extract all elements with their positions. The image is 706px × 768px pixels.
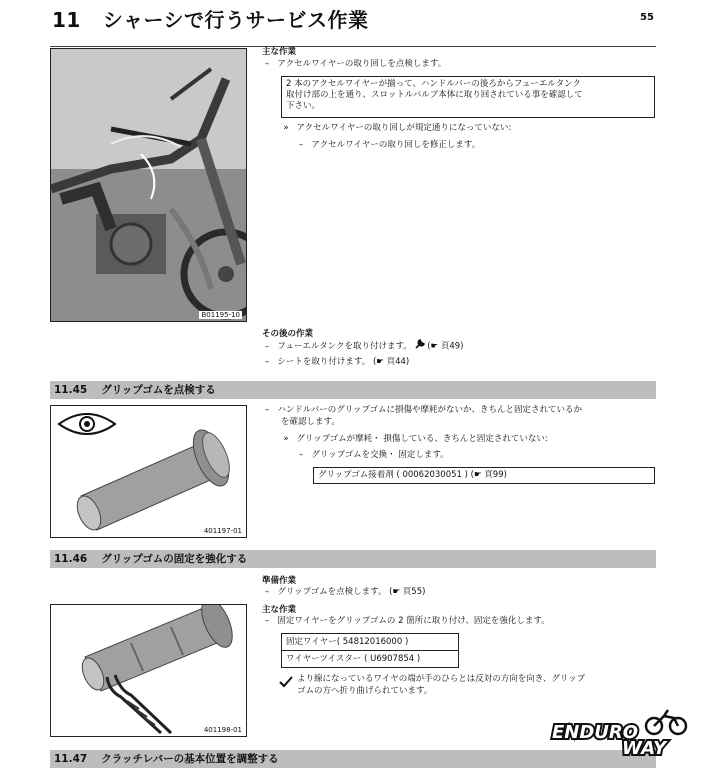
dash-icon: – — [264, 357, 270, 367]
main-work-label: 主な作業 — [262, 605, 297, 615]
tool-row: ワイヤーツイスター ( U6907854 ) — [286, 654, 421, 664]
prep-step-text[interactable]: グリップゴムを点検します。 (☛ 頁55) — [277, 587, 426, 597]
page-reference-link[interactable]: (☛ 頁49) — [427, 341, 464, 352]
checkmark-icon — [279, 673, 293, 692]
tools-table — [281, 633, 459, 668]
dash-icon: – — [298, 450, 304, 460]
after-step-text: シートを取り付けます。 — [277, 357, 371, 367]
section-title: グリップゴムを点検する — [101, 384, 216, 396]
grip-illustration — [51, 406, 247, 538]
grip-wire-figure — [50, 604, 247, 737]
motorcycle-figure — [50, 48, 247, 322]
prep-step — [262, 586, 425, 598]
logo-text-bottom: WAY — [622, 738, 667, 756]
dash-icon: – — [298, 140, 304, 150]
page-number: 55 — [640, 12, 654, 23]
action-text: アクセルワイヤーの取り回しを修正します。 — [311, 140, 481, 150]
dash-icon: – — [264, 341, 270, 352]
logo-text-top: ENDURO — [552, 722, 639, 743]
main-work-label: 主な作業 — [262, 47, 297, 57]
enduroway-logo — [548, 708, 688, 756]
chapter-title-text: シャーシで行うサービス作業 — [102, 8, 369, 32]
after-step — [262, 356, 409, 368]
section-number: 11.47 — [54, 753, 88, 765]
step-item — [262, 58, 446, 70]
motorcycle-illustration — [51, 49, 247, 322]
after-work-label: その後の作業 — [262, 329, 314, 339]
condition-text: アクセルワイヤーの取り回しが規定通りになっていない: — [296, 123, 512, 133]
section-title: クラッチレバーの基本位置を調整する — [101, 753, 279, 765]
note-line: 2 本のアクセルワイヤーが揃って、ハンドルバーの後ろからフューエルタンク — [286, 79, 581, 89]
after-step-text: フューエルタンクを取り付けます。 — [277, 341, 412, 352]
figure-id: 401197-01 — [203, 527, 242, 535]
material-text: グリップゴム接着剤 ( 00062030051 ) (☛ 頁99) — [318, 470, 507, 480]
check-line: より線になっているワイヤの端が手のひらとは反対の方向を向き、グリップ — [297, 674, 586, 684]
step-text: アクセルワイヤーの取り回しを点検します。 — [277, 59, 447, 69]
page-reference-link[interactable]: (☛ 頁44) — [372, 357, 410, 367]
chapter-number: 11 — [52, 8, 81, 32]
grip-figure — [50, 405, 247, 538]
material-box — [313, 467, 655, 484]
wrench-icon — [415, 339, 425, 353]
after-step — [262, 339, 463, 353]
condition-item — [281, 433, 548, 445]
section-title: グリップゴムの固定を強化する — [101, 553, 248, 565]
note-line: 下さい。 — [286, 101, 321, 111]
main-step-text: 固定ワイヤーをグリップゴムの 2 箇所に取り付け、固定を強化します。 — [277, 616, 550, 626]
section-header-1145 — [50, 381, 656, 399]
tool-row: 固定ワイヤー( 54812016000 ) — [282, 634, 458, 651]
prep-work-label: 準備作業 — [262, 576, 297, 586]
section-number: 11.46 — [54, 553, 88, 565]
condition-item — [281, 122, 511, 134]
dash-icon: – — [264, 59, 270, 69]
main-step — [262, 615, 550, 627]
dash-icon: – — [264, 405, 270, 415]
section-number: 11.45 — [54, 384, 88, 396]
figure-id: B01195-10 — [201, 311, 240, 319]
action-text: グリップゴムを交換・ 固定します。 — [311, 450, 449, 460]
check-line: ゴムの方へ折り曲げられています。 — [297, 686, 433, 696]
action-item — [296, 449, 449, 461]
note-line: 取付け部の上を通り、スロットルバルブ本体に取り回されている事を確認して — [286, 90, 583, 100]
chapter-title — [52, 4, 369, 33]
condition-arrow-icon: » — [283, 434, 289, 444]
note-box — [281, 76, 655, 118]
figure-id: 401198-01 — [203, 726, 242, 734]
action-item — [296, 139, 480, 151]
step-item — [262, 404, 582, 416]
dash-icon: – — [264, 616, 270, 626]
step-continuation: を確認します。 — [281, 417, 340, 427]
step-text: ハンドルバーのグリップゴムに損傷や摩耗がないか、きちんと固定されているか — [277, 405, 583, 415]
dash-icon: – — [264, 587, 270, 597]
condition-arrow-icon: » — [283, 123, 289, 133]
condition-text: グリップゴムが摩耗・ 損傷している、きちんと固定されていない: — [296, 434, 548, 444]
section-header-1146 — [50, 550, 656, 568]
header-rule — [50, 46, 656, 47]
grip-wire-illustration — [51, 605, 247, 737]
